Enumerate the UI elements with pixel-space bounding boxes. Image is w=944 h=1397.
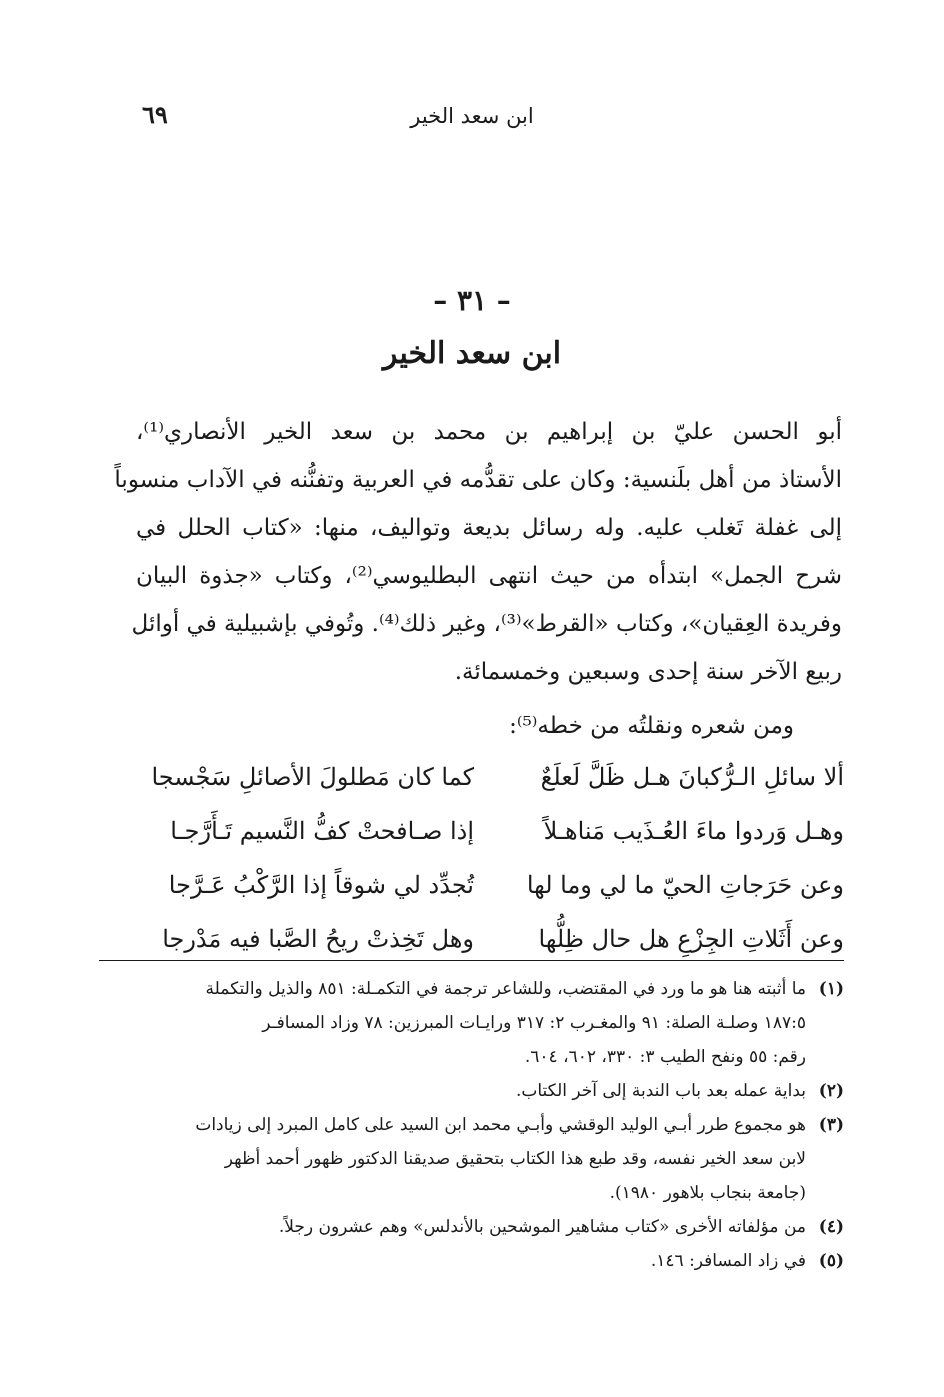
footnote-number: (٢) (818, 1081, 844, 1101)
footnote-4 (99, 1210, 844, 1244)
bio-line: أبو الحسن عليّ بن إبراهيم بن محمد بن سعد الخير الأنصاري⁽¹⁾، (136, 419, 842, 445)
footnote-line: ما أثبته هنا هو ما ورد في المقتضب، وللشاعر ترجمة في التكمـلة: ٨٥١ والذيل والتكملة (205, 979, 806, 999)
footnote-1 (99, 972, 844, 1074)
footnote-line: هو مجموع طرر أبـي الوليد الوقشي وأبـي محمد ابن السيد على كامل المبرد إلى زيادات (195, 1115, 806, 1135)
running-title: ابن سعد الخير (410, 104, 534, 128)
poem-verse (140, 858, 844, 912)
footnote-number: (٣) (818, 1115, 844, 1135)
entry-title: ابن سعد الخير (382, 336, 562, 371)
poem-intro: ومن شعره ونقلتُه من خطه⁽⁵⁾: (509, 713, 794, 739)
poem-verse (140, 804, 844, 858)
verse-second-hemistich: إذا صـافحتْ كفُّ النَّسيم تَـأَرَّجـا (170, 817, 474, 845)
footnotes (99, 972, 844, 1278)
bio-line: شرح الجمل» ابتدأه من حيث انتهى البطليوسي⁽²⁾، وكتاب «جذوة البيان (136, 563, 842, 589)
entry-number: – ٣١ – (433, 284, 511, 317)
footnote-line: من مؤلفاته الأخرى «كتاب مشاهير الموشحين بالأندلس» وهم عشرون رجلاً. (278, 1217, 806, 1237)
footnote-line: (جامعة بنجاب بلاهور ١٩٨٠). (609, 1183, 806, 1203)
verse-first-hemistich: وهـل وَردوا ماءَ العُـذَيب مَناهـلاً (543, 817, 844, 845)
footnote-line: في زاد المسافر: ١٤٦. (650, 1251, 806, 1271)
poem (140, 750, 844, 966)
footnote-number: (٤) (818, 1217, 844, 1237)
bio-line: الأستاذ من أهل بلَنسية: وكان على تقدُّمه في العربية وتفنُّنه في الآداب منسوباً (114, 467, 842, 493)
verse-second-hemistich: كما كان مَطلولَ الأصائلِ سَجْسجا (151, 763, 474, 791)
footnote-5 (99, 1244, 844, 1278)
bio-line: إلى غفلة تَغلب عليه. وله رسائل بديعة وتواليف، منها: «كتاب الحلل في (136, 515, 842, 541)
verse-second-hemistich: وهل تَخِذتْ ريحُ الصَّبا فيه مَدْرجا (162, 925, 474, 953)
footnote-2 (99, 1074, 844, 1108)
page-number: ٦٩ (142, 100, 168, 129)
footnote-line: لابن سعد الخير نفسه، وقد طبع هذا الكتاب بتحقيق صديقنا الدكتور ظهور أحمد أظهر (224, 1149, 806, 1169)
verse-first-hemistich: وعن حَرَجاتِ الحيّ ما لي وما لها (526, 871, 844, 899)
poem-verse (140, 750, 844, 804)
footnote-number: (٥) (818, 1251, 844, 1271)
footnote-line: بداية عمله بعد باب الندبة إلى آخر الكتاب. (515, 1081, 806, 1101)
bio-line: وفريدة العِقيان»، وكتاب «القرط»⁽³⁾، وغير ذلك⁽⁴⁾. وتُوفي بإشبيلية في أوائل (131, 611, 842, 637)
poem-verse (140, 912, 844, 966)
biography-paragraph (114, 408, 842, 696)
verse-second-hemistich: تُجدِّد لي شوقاً إذا الرَّكْبُ عَـرَّجا (168, 871, 474, 899)
footnote-number: (١) (818, 979, 844, 999)
verse-first-hemistich: ألا سائلِ الـرُّكبانَ هـل ظَلَّ لَعلَعٌ (540, 763, 844, 791)
footnote-line: رقم: ٥٥ ونفح الطيب ٣: ٣٣٠، ٦٠٢، ٦٠٤. (524, 1047, 806, 1067)
footnote-3 (99, 1108, 844, 1210)
footnote-divider (99, 960, 844, 961)
verse-first-hemistich: وعن أَثَلاتِ الجِزْعِ هل حال ظِلُّها (538, 925, 844, 953)
bio-line: ربيع الآخر سنة إحدى وسبعين وخمسمائة. (454, 659, 842, 685)
footnote-line: ١٨٧:٥ وصلـة الصلة: ٩١ والمغـرب ٢: ٣١٧ ورايـات المبرزين: ٧٨ وزاد المسافـر (262, 1013, 806, 1033)
